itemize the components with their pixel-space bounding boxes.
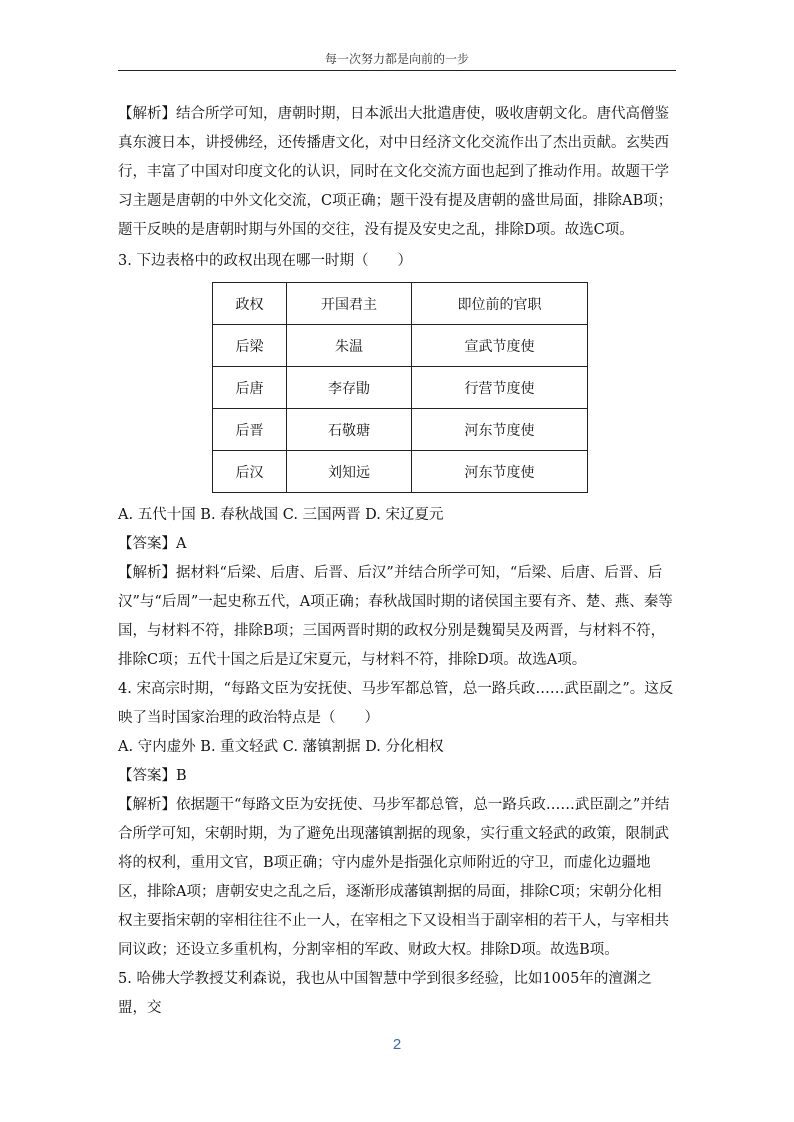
- analysis-paragraph-q4: 【解析】依据题干“每路文臣为安抚使、马步军都总管，总一路兵政……武臣副之”并结合所学可知，宋朝时期，为了避免出现藩镇割据的现象，实行重文轻武的政策，限制武将的权利，重用文官，B项正确；守内虚外是指强化京师附近的守卫，而虚化边疆地区，排除A项；唐朝安史之乱之后，逐渐形成藩镇割据的局面，排除C项；宋朝分化相权主要指宋朝的宰相往往不止一人，在宰相之下又设相当于副宰相的若干人，与宰相共同议政；还设立多重机构，分割宰相的军政、财政大权。排除D项。故选B项。: [118, 797, 670, 958]
- table-row: [213, 409, 588, 451]
- regimes-table: [212, 282, 588, 493]
- table-header-cell: 即位前的官职: [412, 283, 588, 325]
- question-3-options: A. 五代十国 B. 春秋战国 C. 三国两晋 D. 宋辽夏元: [118, 507, 444, 523]
- page-number: 2: [392, 1036, 402, 1053]
- analysis-paragraph-q2: 【解析】结合所学可知，唐朝时期，日本派出大批遣唐使，吸收唐朝文化。唐代高僧鉴真东渡日本，讲授佛经，还传播唐文化，对中日经济文化交流作出了杰出贡献。玄奘西行，丰富了中国对印度文化的认识，同时在文化交流方面也起到了推动作用。故题干学习主题是唐朝的中外文化交流，C项正确；题干没有提及唐朝的盛世局面，排除AB项；题干反映的是唐朝时期与外国的交往，没有提及安史之乱，排除D项。故选C项。: [118, 106, 673, 238]
- table-cell: 河东节度使: [412, 409, 588, 451]
- header-rule: [118, 70, 676, 71]
- table-cell: 后梁: [213, 325, 287, 367]
- table-cell: 刘知远: [287, 451, 412, 493]
- table-row: [213, 325, 588, 367]
- answer-q4: 【答案】B: [118, 768, 187, 784]
- table-header-cell: 开国君主: [287, 283, 412, 325]
- question-3: 3. 下边表格中的政权出现在哪一时期（ ）: [118, 253, 412, 269]
- question-4: 4. 宋高宗时期，“每路文臣为安抚使、马步军都总管，总一路兵政……武臣副之”。这反映了当时国家治理的政治特点是（ ）: [118, 681, 674, 726]
- table-cell: 宣武节度使: [412, 325, 588, 367]
- table-cell: 后汉: [213, 451, 287, 493]
- table-cell: 行营节度使: [412, 367, 588, 409]
- table-row: [213, 367, 588, 409]
- table-header-cell: 政权: [213, 283, 287, 325]
- page-header: 每一次努力都是向前的一步: [324, 52, 469, 66]
- document-body: [118, 100, 676, 1023]
- table-header-row: [213, 283, 588, 325]
- question-5: 5. 哈佛大学教授艾利森说，我也从中国智慧中学到很多经验，比如1005年的澶渊之盟，交: [118, 971, 652, 1016]
- question-4-options: A. 守内虚外 B. 重文轻武 C. 藩镇割据 D. 分化相权: [118, 739, 444, 755]
- answer-q3: 【答案】A: [118, 536, 187, 552]
- table-cell: 河东节度使: [412, 451, 588, 493]
- table-row: [213, 451, 588, 493]
- table-cell: 朱温: [287, 325, 412, 367]
- table-cell: 李存勖: [287, 367, 412, 409]
- table-cell: 后晋: [213, 409, 287, 451]
- analysis-paragraph-q3: 【解析】据材料“后梁、后唐、后晋、后汉”并结合所学可知，“后梁、后唐、后晋、后汉”与“后周”一起史称五代，A项正确；春秋战国时期的诸侯国主要有齐、楚、燕、秦等国，与材料不符，排除B项；三国两晋时期的政权分别是魏蜀吴及两晋，与材料不符，排除C项；五代十国之后是辽宋夏元，与材料不符，排除D项。故选A项。: [118, 565, 673, 668]
- table-cell: 后唐: [213, 367, 287, 409]
- table-cell: 石敬瑭: [287, 409, 412, 451]
